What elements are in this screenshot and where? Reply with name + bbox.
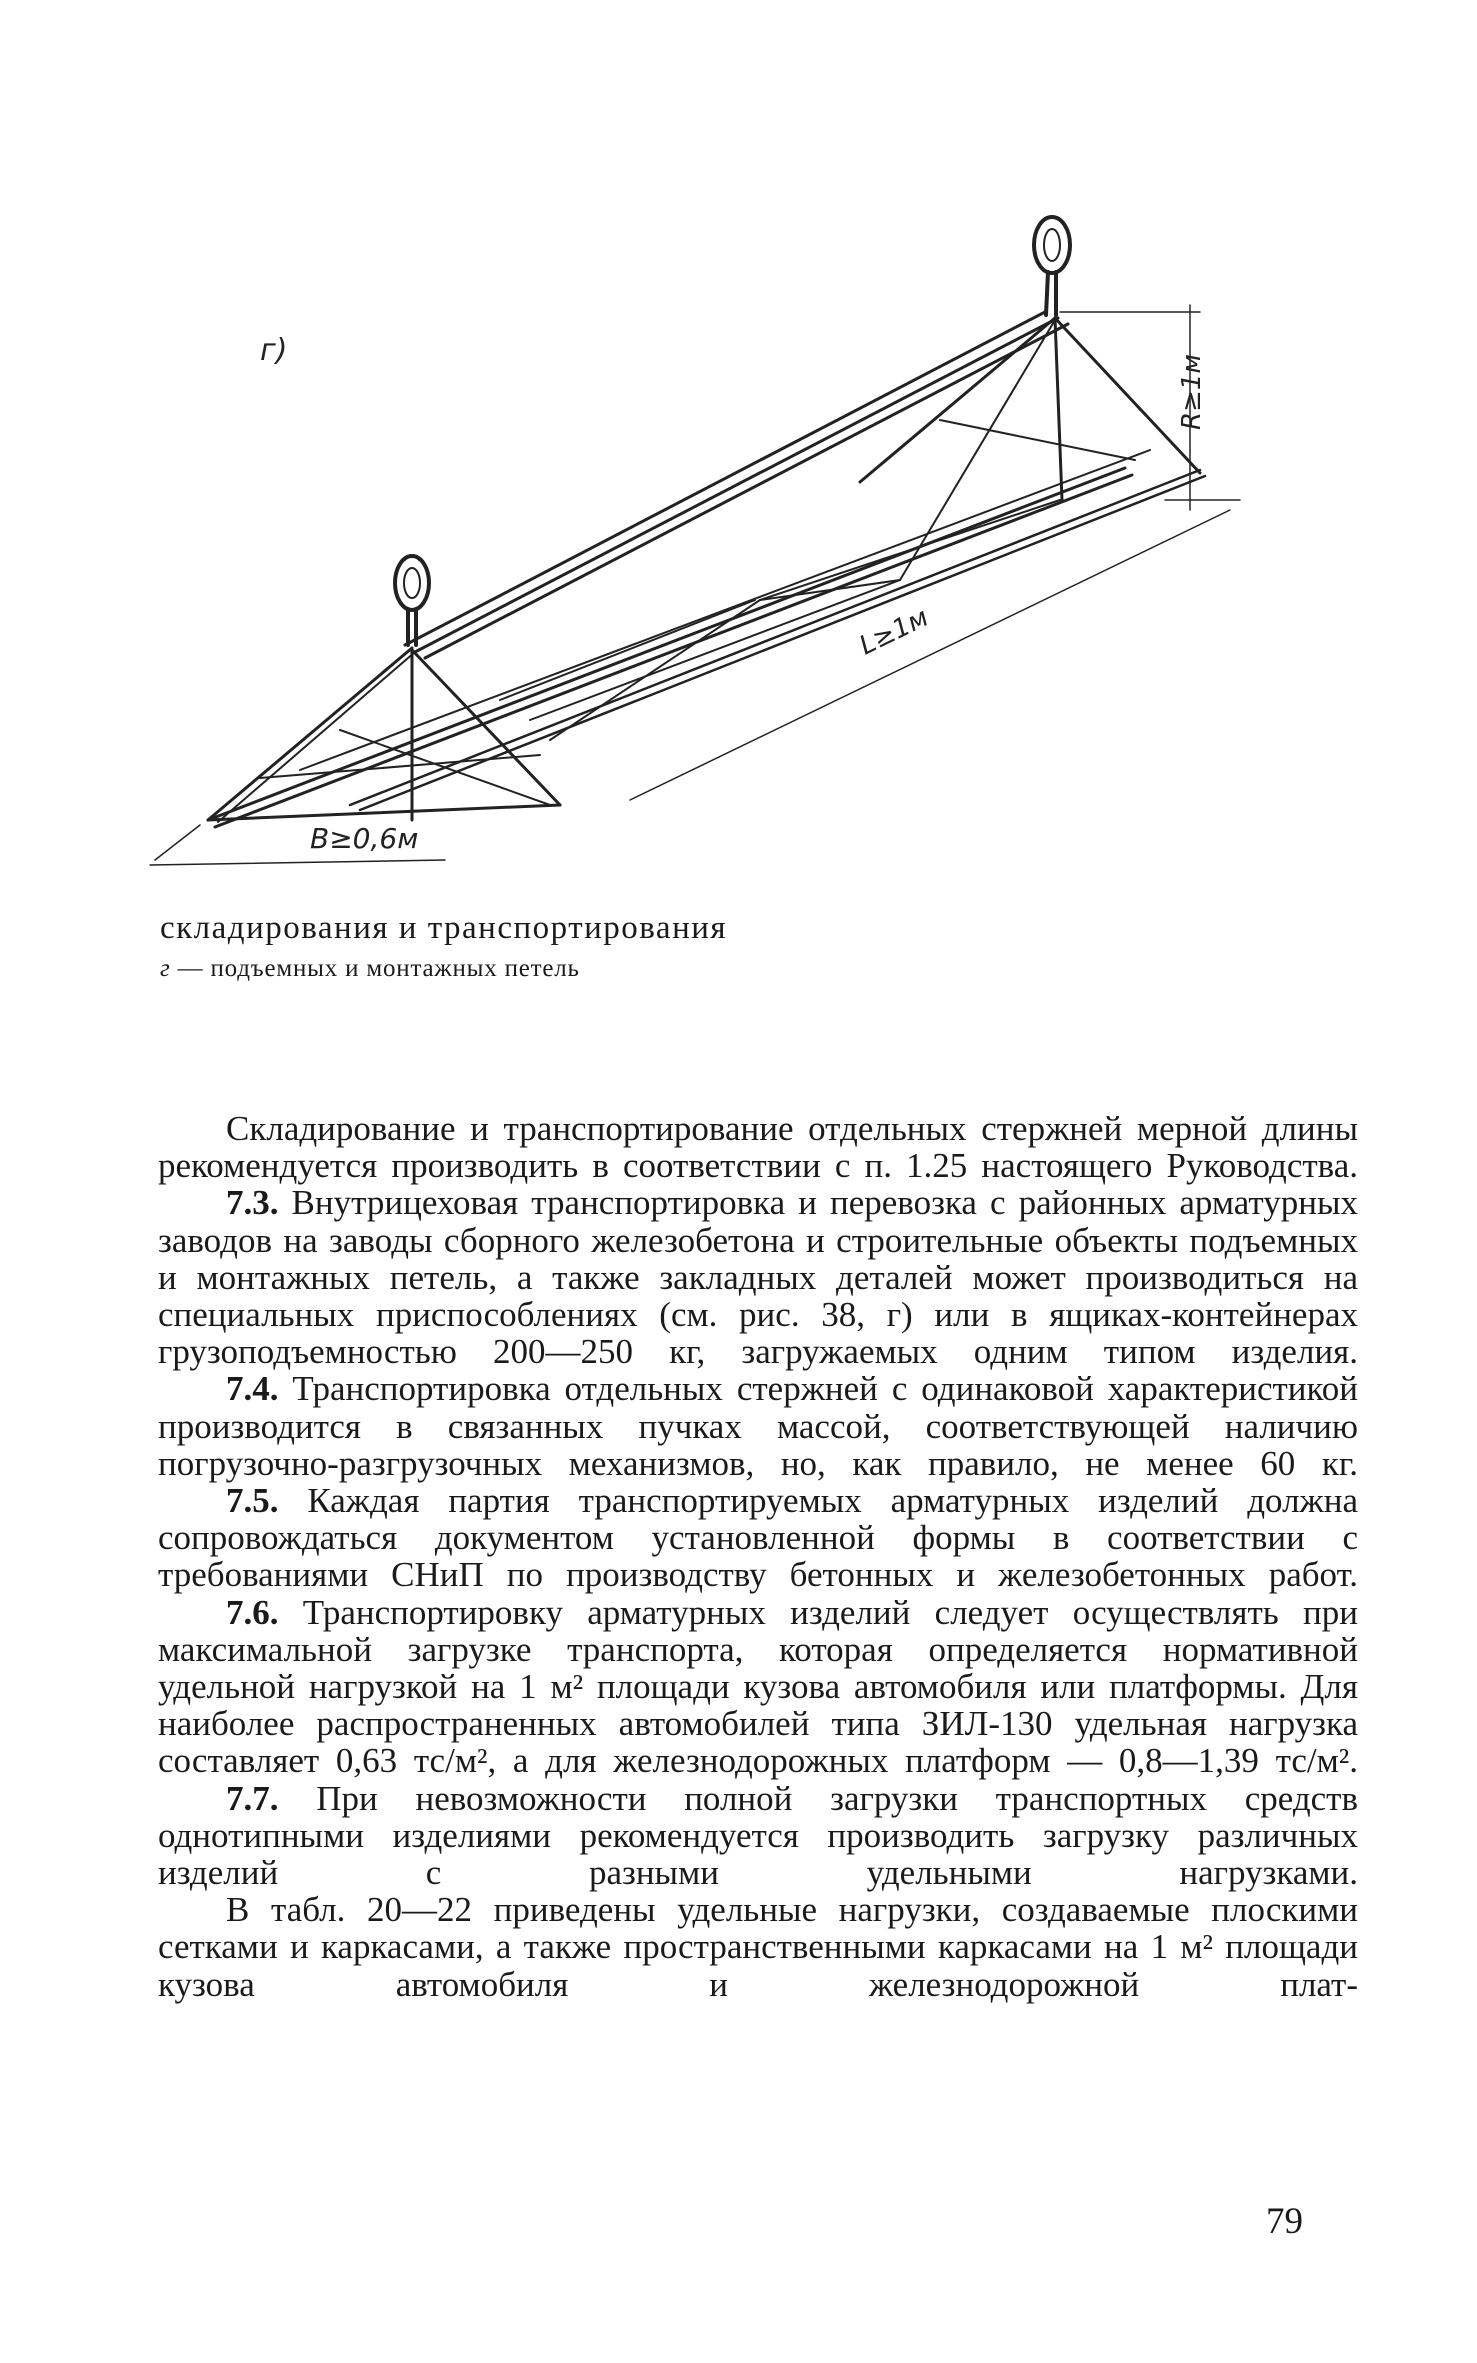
paragraph-tables: В табл. 20—22 приведены удельные нагрузки, создаваемые плоскими сетками и каркасами, а также пространственными каркасами на 1 м² площади кузова автомобиля и железнодорожной плат- <box>158 1890 1358 2004</box>
subcaption-text: — подъемных и монтажных петель <box>170 955 580 982</box>
length-dim-label: L≥1м <box>854 602 934 662</box>
subcaption-letter: г <box>160 955 171 982</box>
height-dim-label: R≥1м <box>1177 353 1207 430</box>
width-dimension <box>150 822 445 865</box>
paragraph-7-6: 7.6. Транспортировку арматурных изделий следует осуществлять при максимальной загрузке транспорта, которая определяется нормативной удельной нагрузкой на 1 м² площади кузова автомобиля или платформы. Для наиболее распространенных автомобилей типа ЗИЛ-130 удельная нагрузка составляет 0,63 тс/м², а для железнодорожных платформ — 0,8—1,39 тс/м². <box>158 1592 1358 1781</box>
left-loop-icon <box>395 556 429 645</box>
body-text <box>158 1110 1358 2003</box>
paragraph-7-4: 7.4. Транспортировка отдельных стержней с одинаковой характеристикой производится в связанных пучках массой, соответствующей наличию погрузочно-разгрузочных механизмов, но, как правило, не менее 60 кг. <box>158 1369 1358 1483</box>
page-number: 79 <box>1266 2201 1303 2242</box>
right-loop-icon <box>1034 217 1070 315</box>
fixture-svg <box>200 200 1300 900</box>
width-dim-label: B≥0,6м <box>310 822 419 855</box>
figure-subcaption <box>160 955 580 983</box>
height-dimension <box>1060 305 1240 510</box>
figure-caption: складирования и транспортирования <box>160 910 728 946</box>
lifting-loop-fixture-drawing <box>200 200 1300 900</box>
paragraph-7-5: 7.5. Каждая партия транспортируемых арматурных изделий должна сопровождаться документом установленной формы в соответствии с требованиями СНиП по производству бетонных и железобетонных работ. <box>158 1481 1358 1595</box>
panel-label: г) <box>260 333 288 368</box>
paragraph: Складирование и транспортирование отдельных стержней мерной длины рекомендуется производить в соответствии с п. 1.25 настоящего Руководства. <box>158 1109 1358 1186</box>
paragraph-7-7: 7.7. При невозможности полной загрузки транспортных средств однотипными изделиями рекомендуется производить загрузку различных изделий с разными удельными нагрузками. <box>158 1778 1358 1893</box>
paragraph-7-3: 7.3. Внутрицеховая транспортировка и перевозка с районных арматурных заводов на заводы сборного железобетона и строительные объекты подъемных и монтажных петель, а также закладных деталей может производиться на специальных приспособлениях (см. рис. 38, г) или в ящиках-контейнерах грузоподъемностью 200—250 кг, загружаемых одним типом изделия. <box>158 1183 1358 1372</box>
left-frame <box>208 648 560 822</box>
